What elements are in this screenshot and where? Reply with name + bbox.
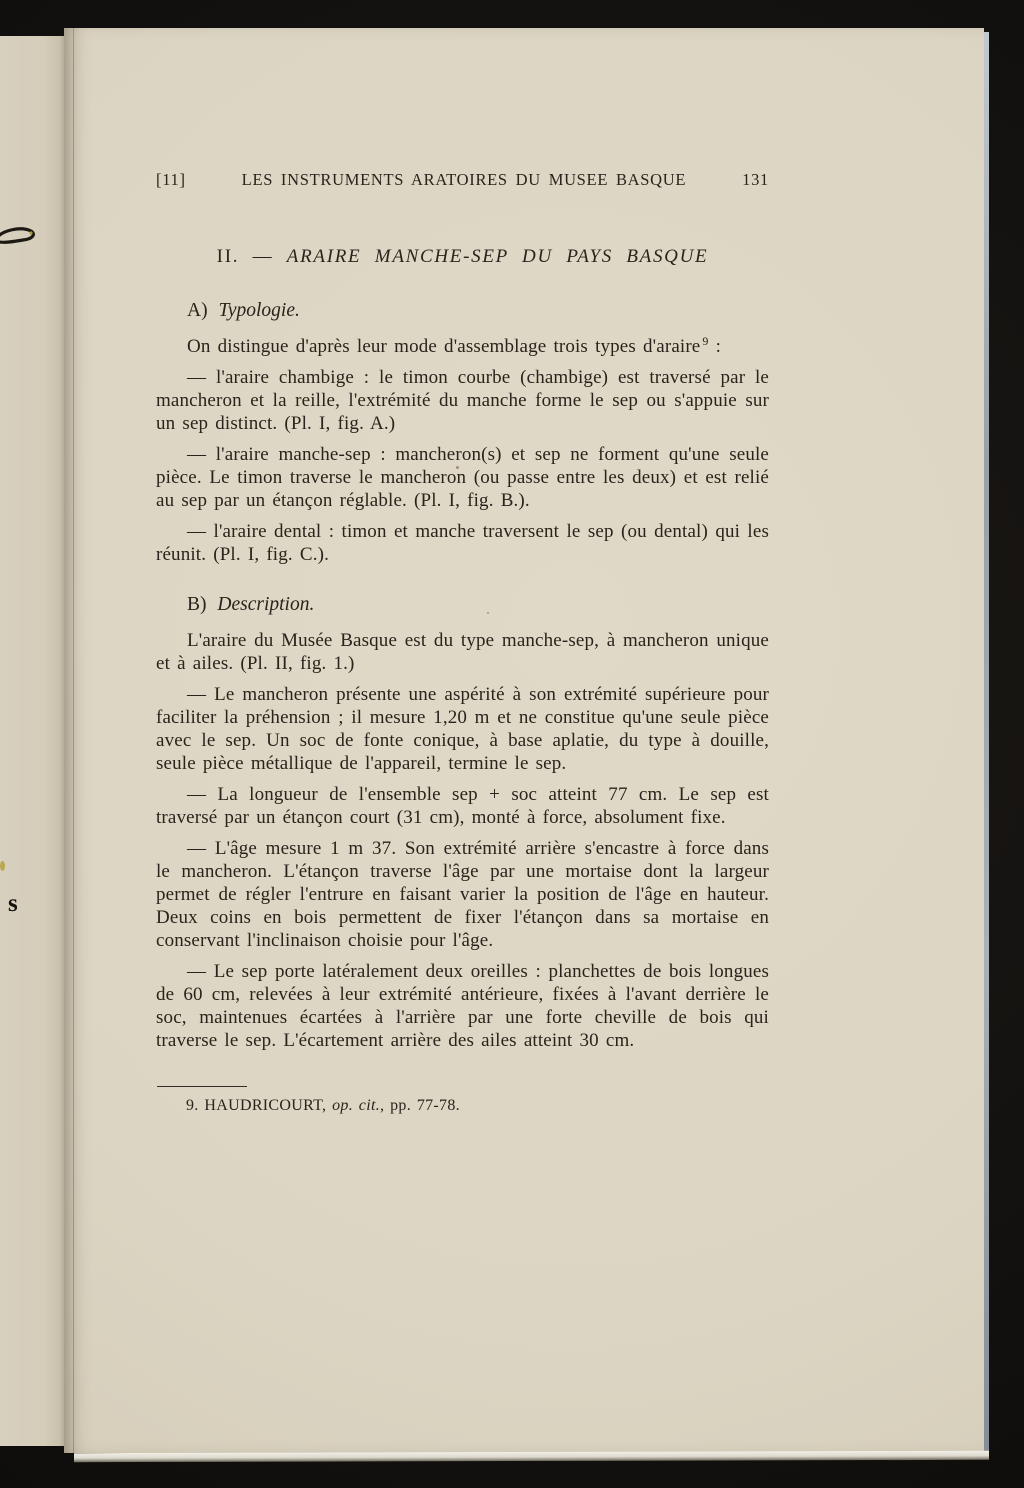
margin-edge-letter: s [8, 890, 18, 917]
subsection-label: A) [187, 300, 208, 321]
footnote-prefix: 9. HAUDRICOURT, [186, 1097, 327, 1114]
header-article-ref: [11] [156, 170, 186, 189]
body-paragraph: — l'araire chambige : le timon courbe (chambige) est traversé par le mancheron et la reille, l'extrémité du manche forme le sep ou s'appuie sur un sep distinct. (Pl. I, fig. A.) [156, 367, 769, 434]
page-text-block [156, 168, 769, 1116]
footnote-text [156, 1096, 769, 1116]
section-numeral: II. — [216, 246, 274, 267]
footnote-work: op. cit., [332, 1097, 385, 1114]
body-paragraph [156, 335, 769, 358]
running-header [156, 168, 769, 191]
ink-flourish-mark [0, 224, 37, 257]
body-paragraph: — La longueur de l'ensemble sep + soc atteint 77 cm. Le sep est traversé par un étançon court (31 cm), monté à force, absolument fixe. [156, 784, 769, 828]
paragraph-text: : [708, 336, 722, 357]
section-title [156, 245, 769, 268]
body-paragraph: — l'araire manche-sep : mancheron(s) et sep ne forment qu'une seule pièce. Le timon traverse le mancheron (ou passe entre les deux) et est relié au sep par un étançon réglable. (Pl. I, fig. B.). [156, 444, 769, 511]
body-paragraph: — Le mancheron présente une aspérité à son extrémité supérieure pour faciliter la préhension ; il mesure 1,20 m et ne constitue qu'une seule pièce avec le sep. Un soc de fonte conique, à base aplatie, du type à douille, seule pièce métallique de l'appareil, termine le sep. [156, 684, 769, 774]
footnote-pages: pp. 77-78. [390, 1097, 460, 1114]
body-paragraph: — L'âge mesure 1 m 37. Son extrémité arrière s'encastre à force dans le mancheron. L'étançon traverse l'âge par une mortaise dont la largeur permet de régler l'entrure en faisant varier la position de l'âge en hauteur. Deux coins en bois permettent de fixer l'étançon dans sa mortaise en conservant l'inclinaison choisie pour l'âge. [156, 838, 769, 951]
paper-speck [0, 861, 5, 871]
footnote-reference: 9 [702, 333, 709, 348]
ink-flourish-icon [0, 224, 37, 252]
subsection-label: B) [187, 594, 207, 615]
footnote [156, 1086, 769, 1116]
body-paragraph: L'araire du Musée Basque est du type manche-sep, à mancheron unique et à ailes. (Pl. II, fig. 1.) [156, 630, 769, 674]
header-page-number: 131 [742, 170, 769, 189]
header-running-title: LES INSTRUMENTS ARATOIRES DU MUSEE BASQUE [241, 170, 687, 189]
subsection-title: Typologie. [218, 300, 300, 321]
subsection-heading-description [156, 593, 769, 616]
page-stack-edge-right [984, 32, 989, 1451]
subsection-heading-typologie [156, 299, 769, 322]
subsection-title: Description. [217, 594, 315, 615]
section-title-text: ARAIRE MANCHE-SEP DU PAYS BASQUE [286, 246, 709, 267]
page-stack-edge-bottom [74, 1451, 989, 1462]
body-paragraph: — l'araire dental : timon et manche traversent le sep (ou dental) qui les réunit. (Pl. I, fig. C.). [156, 521, 769, 565]
footnote-rule [157, 1086, 247, 1087]
body-paragraph: — Le sep porte latéralement deux oreilles : planchettes de bois longues de 60 cm, relevées à leur extrémité antérieure, fixées à l'avant derrière le soc, maintenues écartées à l'arrière par une forte cheville de bois qui traverse le sep. L'écartement arrière des ailes atteint 30 cm. [156, 961, 769, 1051]
paragraph-text: On distingue d'après leur mode d'assemblage trois types d'araire [187, 336, 701, 357]
